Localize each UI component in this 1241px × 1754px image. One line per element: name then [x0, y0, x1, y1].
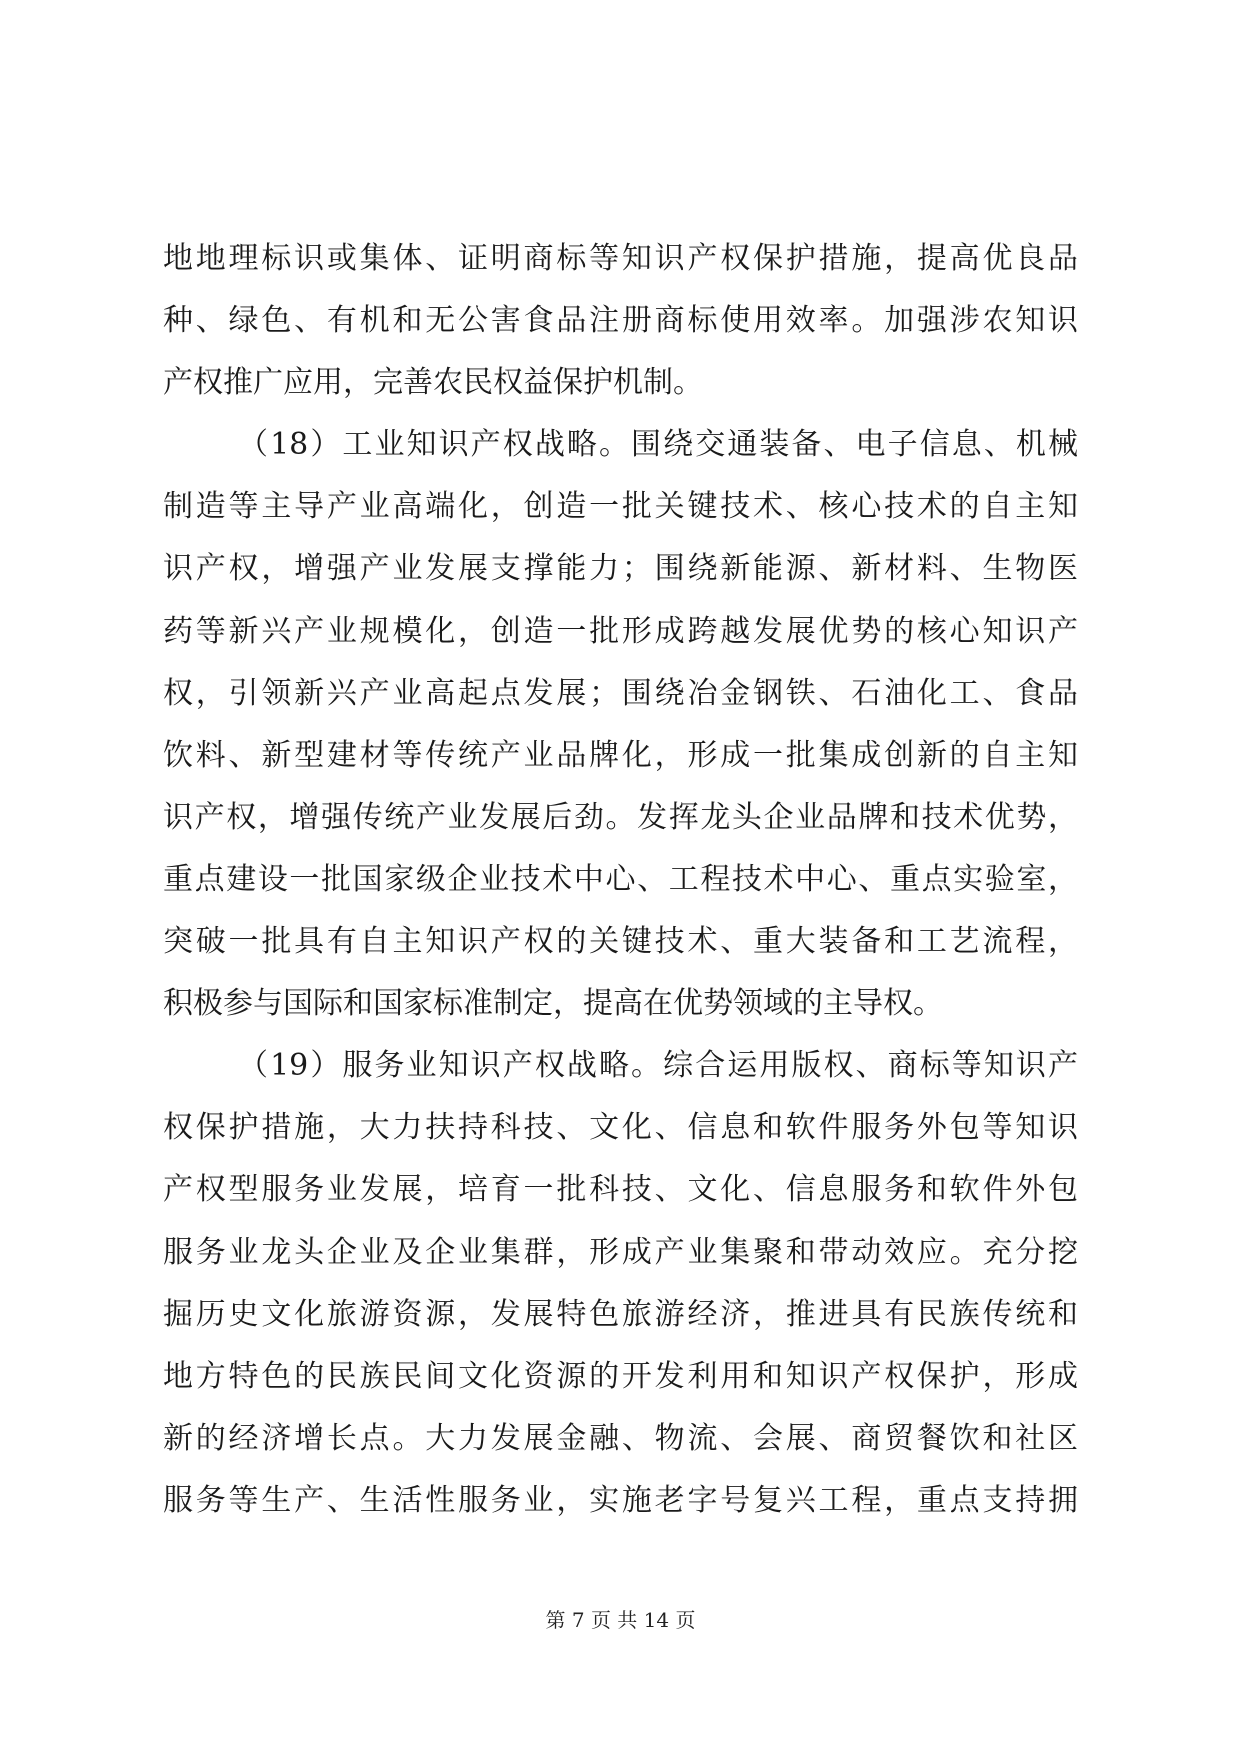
text-line: 新的经济增长点。大力发展金融、物流、会展、商贸餐饮和社区 — [163, 1420, 1078, 1456]
text-line: 识产权，增强传统产业发展后劲。发挥龙头企业品牌和技术优势， — [163, 799, 1078, 835]
document-body — [163, 228, 1078, 1532]
text-line: 服务等生产、生活性服务业，实施老字号复兴工程，重点支持拥 — [163, 1482, 1078, 1518]
text-line: 识产权，增强产业发展支撑能力；围绕新能源、新材料、生物医 — [163, 551, 1078, 587]
text-line: 产权型服务业发展，培育一批科技、文化、信息服务和软件外包 — [163, 1172, 1078, 1208]
text-line: 积极参与国际和国家标准制定，提高在优势领域的主导权。 — [163, 986, 943, 1022]
text-line: 掘历史文化旅游资源，发展特色旅游经济，推进具有民族传统和 — [163, 1296, 1078, 1332]
text-line: （18）工业知识产权战略。围绕交通装备、电子信息、机械 — [238, 427, 1078, 463]
page-number-footer: 第 7 页 共 14 页 — [545, 1608, 696, 1632]
text-line: 饮料、新型建材等传统产业品牌化，形成一批集成创新的自主知 — [163, 737, 1078, 773]
text-line: 产权推广应用，完善农民权益保护机制。 — [163, 365, 703, 401]
text-line: 服务业龙头企业及企业集群，形成产业集聚和带动效应。充分挖 — [163, 1234, 1078, 1270]
text-line: 制造等主导产业高端化，创造一批关键技术、核心技术的自主知 — [163, 489, 1078, 525]
text-line: 地方特色的民族民间文化资源的开发利用和知识产权保护，形成 — [163, 1358, 1078, 1394]
text-line: 权保护措施，大力扶持科技、文化、信息和软件服务外包等知识 — [163, 1110, 1078, 1146]
text-line: 重点建设一批国家级企业技术中心、工程技术中心、重点实验室， — [163, 861, 1078, 897]
text-line: （19）服务业知识产权战略。综合运用版权、商标等知识产 — [238, 1048, 1078, 1084]
text-line: 地地理标识或集体、证明商标等知识产权保护措施，提高优良品 — [163, 241, 1078, 276]
text-line: 权，引领新兴产业高起点发展；围绕冶金钢铁、石油化工、食品 — [163, 675, 1078, 711]
text-line: 药等新兴产业规模化，创造一批形成跨越发展优势的核心知识产 — [163, 613, 1078, 649]
text-line: 突破一批具有自主知识产权的关键技术、重大装备和工艺流程， — [163, 924, 1078, 960]
text-line: 种、绿色、有机和无公害食品注册商标使用效率。加强涉农知识 — [163, 303, 1078, 339]
